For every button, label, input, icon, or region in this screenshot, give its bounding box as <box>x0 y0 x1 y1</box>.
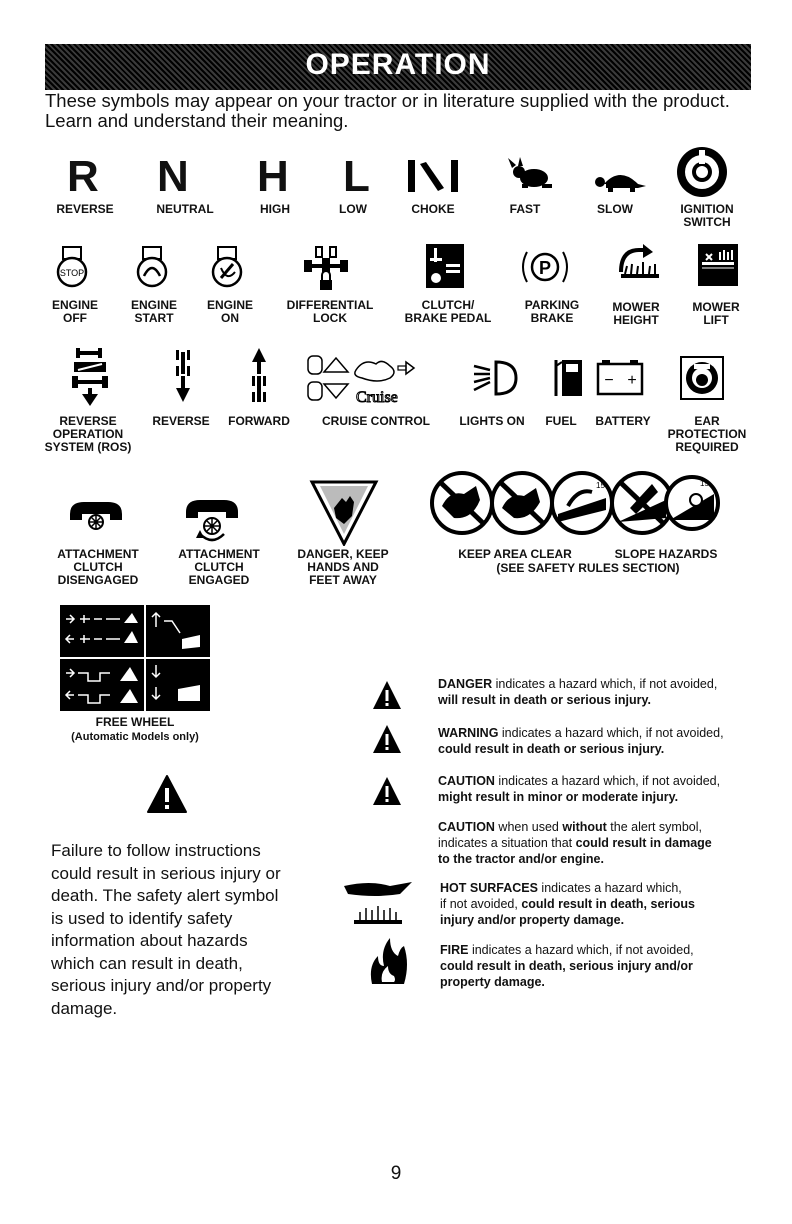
battery-label: BATTERY <box>595 414 651 428</box>
reverse-icon <box>172 348 194 404</box>
see-safety-rules-label: (SEE SAFETY RULES SECTION) <box>496 561 680 575</box>
danger-hands-feet-icon <box>308 478 380 546</box>
safety-alert-icon <box>146 774 188 814</box>
danger-hands-label: DANGER, KEEP HANDS AND FEET AWAY <box>297 547 389 587</box>
keep-area-clear-label: KEEP AREA CLEAR <box>458 547 572 561</box>
attachment-disengaged-label: ATTACHMENT CLUTCH DISENGAGED <box>57 547 139 587</box>
intro-paragraph: These symbols may appear on your tractor or in literature supplied with the product. Learn and understand their meaning. <box>45 90 730 131</box>
free-wheel-title: FREE WHEEL <box>95 715 175 729</box>
clutch-brake-pedal-icon <box>426 244 464 288</box>
warning-definition: WARNING indicates a hazard which, if not avoided, could result in death or serious injury. <box>438 726 724 756</box>
cruise-control-label: CRUISE CONTROL <box>322 414 430 428</box>
safety-instructions-text: Failure to follow instructions could result in serious injury or death. The safety alert symbol is used to identify safety information about hazards which can result in death, serious injury and/or property damage. <box>51 841 281 1018</box>
low-letter: L <box>343 152 370 201</box>
slope-hazard-icon-3 <box>666 477 718 529</box>
parking-brake-icon <box>521 246 569 288</box>
slope-hazards-label: SLOPE HAZARDS <box>614 547 718 561</box>
danger-alert-icon <box>372 680 402 710</box>
fuel-icon <box>552 356 584 398</box>
section-banner <box>45 44 751 90</box>
forward-label: FORWARD <box>228 414 290 428</box>
danger-word: DANGER <box>438 677 493 691</box>
slope-mark-2: 15 <box>700 479 709 488</box>
engine-off-label: ENGINE OFF <box>51 298 98 325</box>
mower-height-label: MOWER HEIGHT <box>612 300 660 327</box>
cruise-control-icon <box>306 354 446 410</box>
attachment-clutch-disengaged-icon <box>66 500 126 536</box>
choke-icon <box>404 158 462 194</box>
neutral-letter: N <box>157 152 189 201</box>
parking-brake-label: PARKING BRAKE <box>524 298 580 325</box>
battery-plus: + <box>627 372 637 389</box>
ignition-label: IGNITION SWITCH <box>680 202 734 229</box>
turtle-slow-icon <box>592 166 648 194</box>
slope-mark-1: 15 <box>596 481 605 490</box>
ignition-switch-icon <box>676 146 728 198</box>
fast-label: FAST <box>509 202 541 216</box>
caution-alert-icon <box>372 776 402 806</box>
engine-on-label: ENGINE ON <box>206 298 253 325</box>
caution-no-symbol-definition: CAUTION when used without the alert symbol, indicates a situation that could result in damage to the tractor and/or engine. <box>438 820 712 866</box>
warning-word: WARNING <box>438 726 499 740</box>
attachment-clutch-engaged-icon <box>182 498 242 546</box>
keep-area-clear-icon-1 <box>432 473 492 533</box>
fire-definition: FIRE indicates a hazard which, if not avoided, could result in death, serious injury and/or property damage. <box>440 943 694 989</box>
rabbit-fast-icon <box>506 156 556 192</box>
mower-lift-icon <box>698 244 738 286</box>
ros-label: REVERSE OPERATION SYSTEM (ROS) <box>44 414 132 454</box>
fuel-label: FUEL <box>545 414 577 428</box>
page-number: 9 <box>390 1163 402 1184</box>
slope-hazard-icon-1 <box>552 473 612 533</box>
high-label: HIGH <box>260 202 290 216</box>
svg-text:P: P <box>538 258 552 278</box>
lights-on-label: LIGHTS ON <box>459 414 525 428</box>
low-label: LOW <box>339 202 367 216</box>
engine-off-icon <box>52 246 92 288</box>
differential-lock-label: DIFFERENTIAL LOCK <box>286 298 374 325</box>
hot-surfaces-definition: HOT SURFACES indicates a hazard which, if not avoided, could result in death, serious injury and/or property damage. <box>440 881 695 927</box>
hot-surfaces-icon <box>340 876 416 926</box>
engine-start-icon <box>132 246 172 288</box>
differential-lock-icon <box>302 246 350 292</box>
reverse-label: REVERSE <box>56 202 114 216</box>
high-letter: H <box>257 152 289 201</box>
free-wheel-icon <box>60 605 210 711</box>
engine-on-icon <box>207 246 247 288</box>
choke-label: CHOKE <box>411 202 455 216</box>
forward-icon <box>248 348 270 406</box>
warning-alert-icon <box>372 724 402 754</box>
caution-definition: CAUTION indicates a hazard which, if not avoided, might result in minor or moderate injury. <box>438 774 721 804</box>
engine-start-label: ENGINE START <box>130 298 177 325</box>
keep-area-clear-slope-icons <box>430 470 720 536</box>
lights-on-icon <box>472 358 520 398</box>
slope-hazard-icon-2 <box>612 473 672 533</box>
reverse-label-2: REVERSE <box>152 414 210 428</box>
cruise-word: Cruise <box>356 389 398 406</box>
caution-word: CAUTION <box>438 774 495 788</box>
ear-protection-icon <box>680 356 724 400</box>
ear-protection-label: EAR PROTECTION REQUIRED <box>667 414 747 454</box>
fire-icon <box>366 936 410 988</box>
battery-icon <box>596 360 644 396</box>
keep-area-clear-icon-2 <box>492 473 552 533</box>
stop-text: STOP <box>59 268 85 278</box>
mower-height-icon <box>617 244 661 286</box>
free-wheel-note: (Automatic Models only) <box>71 731 199 743</box>
neutral-label: NEUTRAL <box>156 202 214 216</box>
reverse-letter: R <box>67 152 99 201</box>
danger-definition: DANGER indicates a hazard which, if not avoided, will result in death or serious injury. <box>438 677 718 707</box>
hot-surfaces-word: HOT SURFACES <box>440 881 538 895</box>
slow-label: SLOW <box>597 202 633 216</box>
mower-lift-label: MOWER LIFT <box>692 300 740 327</box>
attachment-engaged-label: ATTACHMENT CLUTCH ENGAGED <box>178 547 260 587</box>
clutch-brake-label: CLUTCH/ BRAKE PEDAL <box>404 298 492 325</box>
section-title: OPERATION <box>305 48 491 81</box>
fire-word: FIRE <box>440 943 469 957</box>
battery-minus: − <box>604 372 614 389</box>
reverse-operation-system-icon <box>68 346 112 408</box>
